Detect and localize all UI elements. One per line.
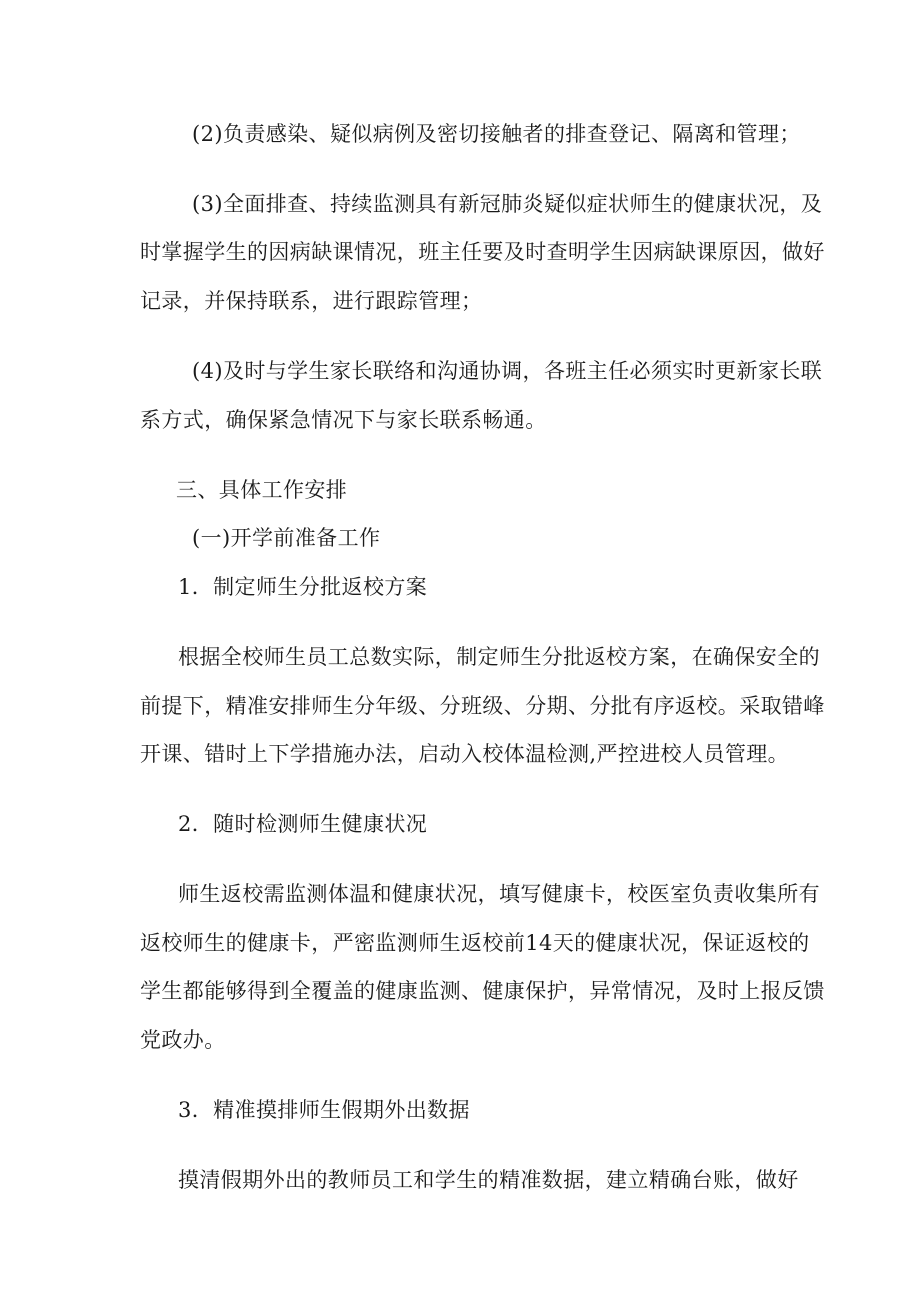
item-heading-3: 3．精准摸排师生假期外出数据 [178, 1098, 470, 1122]
item-heading-1: 1．制定师生分批返校方案 [178, 575, 428, 599]
paragraph-6-line-2: 返校师生的健康卡，严密监测师生返校前14天的健康状况，保证返校的 [140, 931, 810, 955]
paragraph-3-line-1: (3)全面排查、持续监测具有新冠肺炎疑似症状师生的健康状况，及 [192, 192, 823, 216]
paragraph-7-line-1: 摸清假期外出的教师员工和学生的精准数据，建立精确台账，做好 [178, 1168, 799, 1192]
paragraph-6-line-1: 师生返校需监测体温和健康状况，填写健康卡，校医室负责收集所有 [178, 882, 820, 906]
paragraph-6-line-3: 学生都能够得到全覆盖的健康监测、健康保护，异常情况，及时上报反馈 [140, 979, 825, 1003]
paragraph-2-line-1: (2)负责感染、疑似病例及密切接触者的排查登记、隔离和管理； [192, 122, 801, 146]
item-heading-2: 2．随时检测师生健康状况 [178, 812, 428, 836]
paragraph-3-line-2: 时掌握学生的因病缺课情况，班主任要及时查明学生因病缺课原因，做好 [140, 240, 825, 264]
paragraph-4-line-1: (4)及时与学生家长联络和沟通协调，各班主任必须实时更新家长联 [192, 359, 823, 383]
paragraph-3-line-3: 记录，并保持联系，进行跟踪管理； [140, 289, 483, 313]
subsection-heading-1: (一)开学前准备工作 [192, 526, 381, 550]
paragraph-5-line-1: 根据全校师生员工总数实际，制定师生分批返校方案，在确保安全的 [178, 645, 820, 669]
paragraph-5-line-3: 开课、错时上下学措施办法，启动入校体温检测,严控进校人员管理。 [140, 742, 790, 766]
paragraph-6-line-4: 党政办。 [140, 1028, 226, 1052]
paragraph-5-line-2: 前提下，精准安排师生分年级、分班级、分期、分批有序返校。采取错峰 [140, 694, 825, 718]
section-heading-3: 三、具体工作安排 [176, 478, 348, 502]
paragraph-4-line-2: 系方式，确保紧急情况下与家长联系畅通。 [140, 408, 547, 432]
